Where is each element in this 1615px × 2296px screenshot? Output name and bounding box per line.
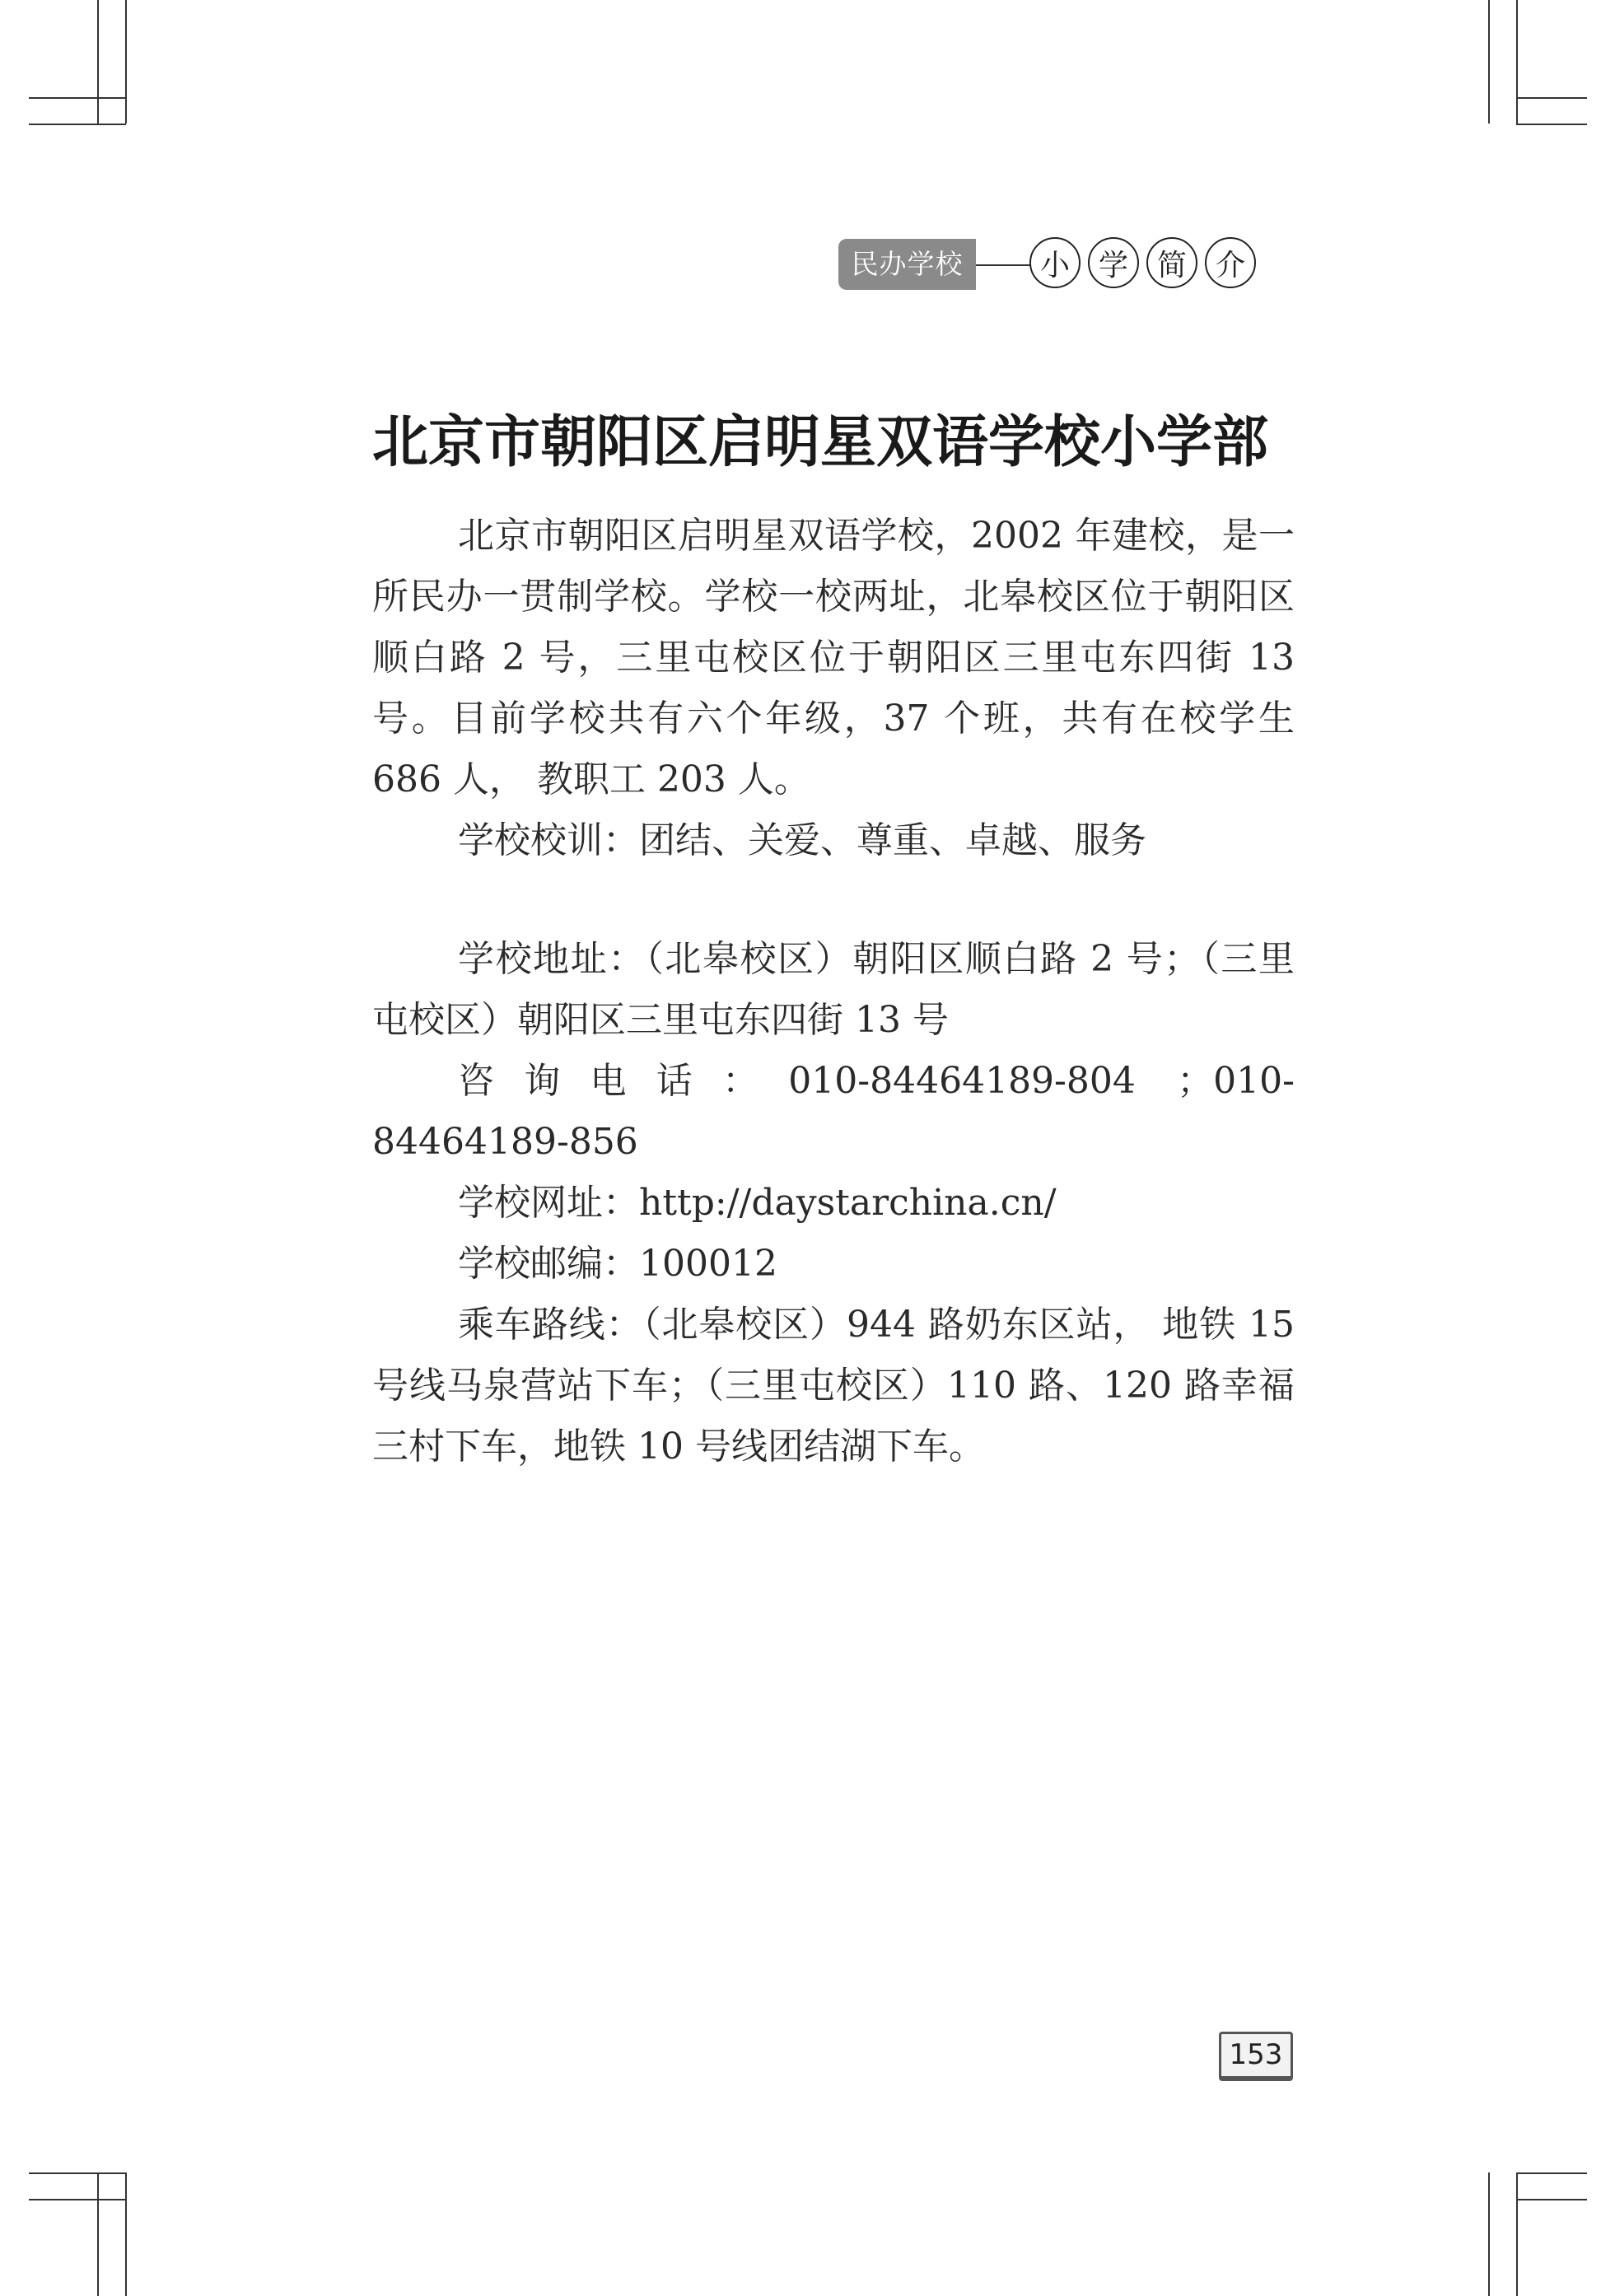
school-website: 学校网址：http://daystarchina.cn/ xyxy=(458,1182,1057,1224)
crop-mark xyxy=(1488,0,1490,124)
section-title-char: 学 xyxy=(1088,237,1139,288)
crop-mark xyxy=(1516,0,1518,124)
crop-mark xyxy=(1516,2199,1587,2200)
crop-mark xyxy=(97,0,99,124)
intro-paragraph: 北京市朝阳区启明星双语学校，2002 年建校，是一所民办一贯制学校。学校一校两址，北皋校区位于朝阳区顺白路 2 号，三里屯校区位于朝阳区三里屯东四街 13 号。目前学校共有六个年级，37 个班，共有在校学生 686 人， 教职工 203 人。 xyxy=(372,515,1295,800)
bus-route: 乘车路线：（北皋校区）944 路奶东区站， 地铁 15 号线马泉营站下车；（三里屯校区）110 路、120 路幸福三村下车，地铁 10 号线团结湖下车。 xyxy=(372,1304,1295,1468)
crop-mark xyxy=(29,124,126,125)
school-description xyxy=(372,506,1295,1477)
school-phone: 咨询电话：010-84464189-804 ；010-84464189-856 xyxy=(372,1060,1295,1163)
crop-mark xyxy=(1516,124,1587,125)
page-title: 北京市朝阳区启明星双语学校小学部 xyxy=(372,410,1269,475)
crop-mark xyxy=(1488,2172,1490,2296)
crop-mark xyxy=(1516,2172,1518,2296)
section-title-char: 简 xyxy=(1146,237,1197,288)
section-title-circles xyxy=(1029,237,1256,288)
section-tag: 民办学校 xyxy=(838,239,976,290)
crop-mark xyxy=(125,0,127,124)
school-postcode: 学校邮编：100012 xyxy=(458,1243,777,1285)
crop-mark xyxy=(29,2172,126,2174)
crop-mark xyxy=(1516,2172,1587,2174)
crop-mark xyxy=(29,97,126,99)
spacer xyxy=(372,871,1295,929)
crop-mark xyxy=(1516,97,1587,99)
crop-mark xyxy=(125,2172,127,2296)
header-divider xyxy=(976,264,1034,266)
section-title-char: 小 xyxy=(1029,237,1081,288)
school-address: 学校地址：（北皋校区）朝阳区顺白路 2 号；（三里屯校区）朝阳区三里屯东四街 13 号 xyxy=(372,938,1295,1041)
school-motto: 学校校训：团结、关爱、尊重、卓越、服务 xyxy=(458,819,1146,861)
section-title-char: 介 xyxy=(1205,237,1256,288)
page-number: 153 xyxy=(1219,2032,1293,2081)
crop-mark xyxy=(29,2199,126,2200)
crop-mark xyxy=(97,2172,99,2296)
